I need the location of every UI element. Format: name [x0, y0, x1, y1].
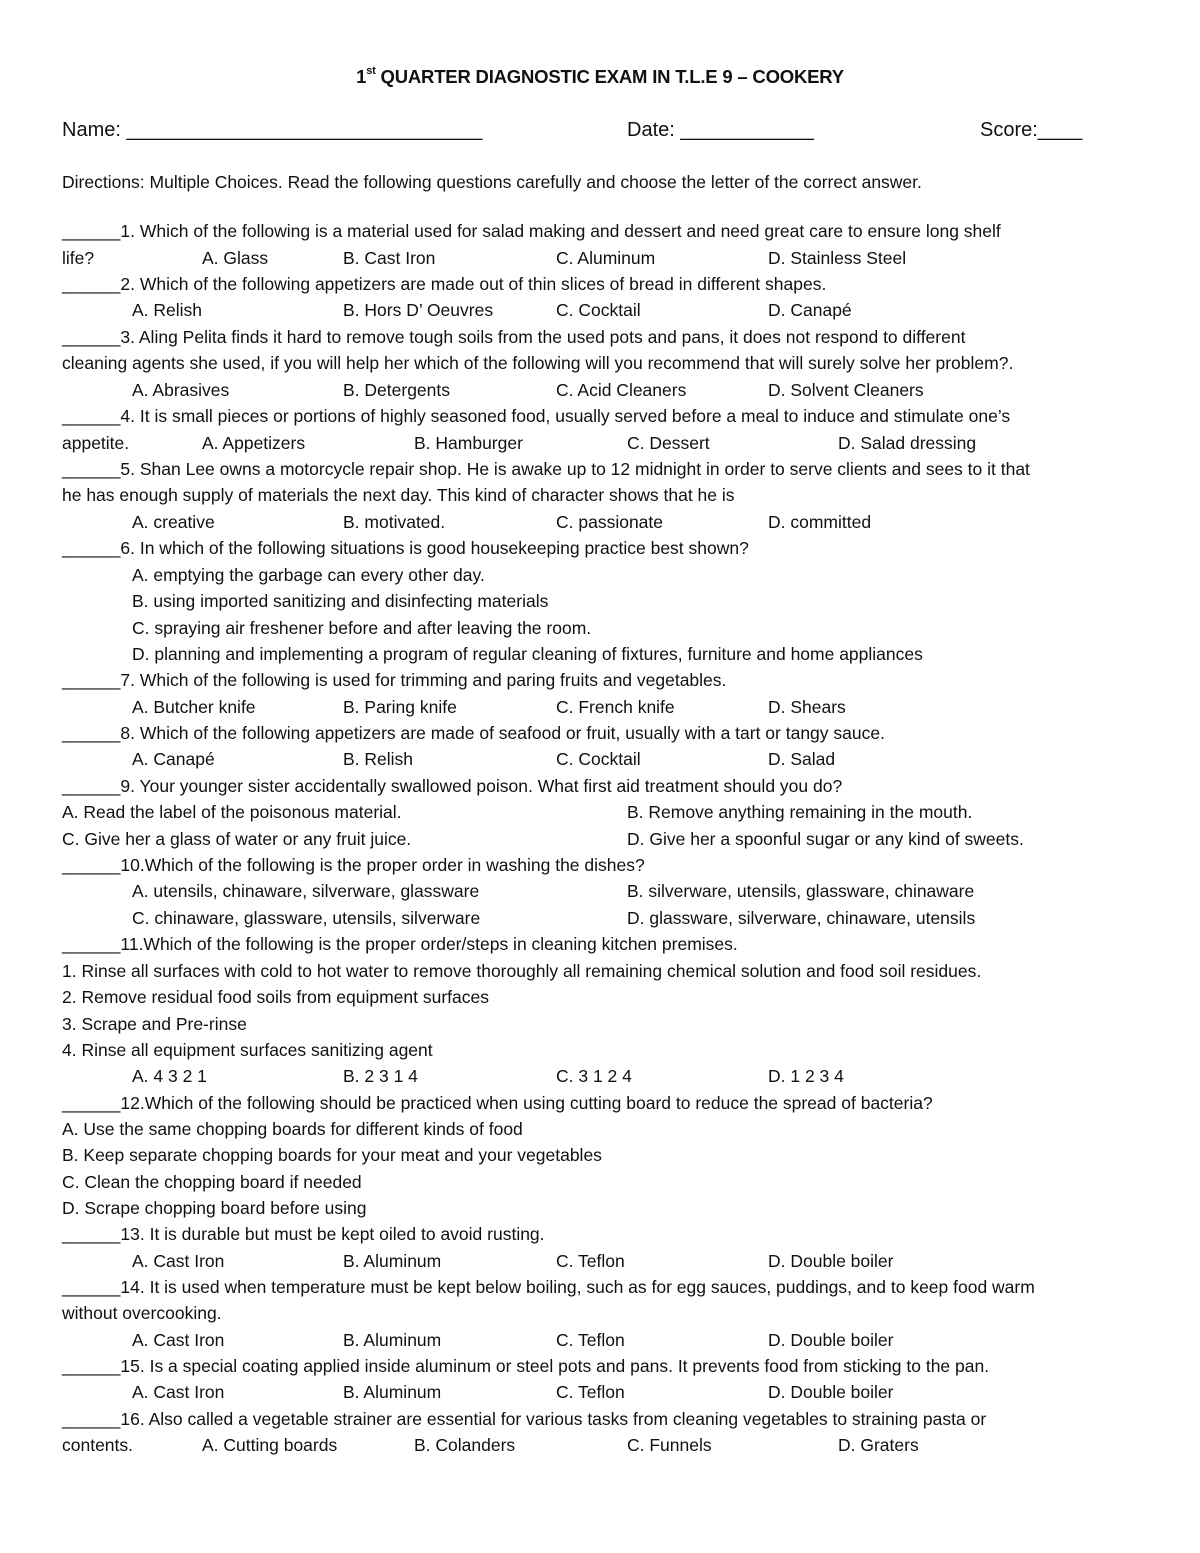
exam-line: ______9. Your younger sister accidentally swallowed poison. What first aid treatment should you do? — [62, 776, 843, 796]
exam-line: B. Relish — [343, 749, 414, 769]
exam-line: B. Aluminum — [343, 1330, 442, 1350]
exam-line: ______7. Which of the following is used for trimming and paring fruits and vegetables. — [62, 670, 727, 690]
exam-line: ______1. Which of the following is a material used for salad making and dessert and need great care to ensure long shelf — [62, 221, 1001, 241]
exam-line: life? — [62, 248, 95, 268]
exam-line: 1. Rinse all surfaces with cold to hot water to remove thoroughly all remaining chemical solution and food soil residues. — [62, 961, 982, 981]
exam-line: C. Aluminum — [556, 248, 656, 268]
exam-line: D. 1 2 3 4 — [768, 1066, 844, 1086]
exam-line: C. Cocktail — [556, 300, 641, 320]
exam-line: ______5. Shan Lee owns a motorcycle repair shop. He is awake up to 12 midnight in order to serve clients and sees to it that — [62, 459, 1030, 479]
exam-line: B. Aluminum — [343, 1382, 442, 1402]
exam-line: D. Canapé — [768, 300, 852, 320]
exam-line: appetite. — [62, 433, 130, 453]
exam-line: ______11.Which of the following is the proper order/steps in cleaning kitchen premises. — [62, 934, 738, 954]
exam-line: contents. — [62, 1435, 134, 1455]
exam-line: C. 3 1 2 4 — [556, 1066, 632, 1086]
exam-line: D. Stainless Steel — [768, 248, 907, 268]
exam-line: A. Butcher knife — [132, 697, 256, 717]
exam-line: A. utensils, chinaware, silverware, glassware — [132, 881, 480, 901]
exam-line: 2. Remove residual food soils from equipment surfaces — [62, 987, 490, 1007]
exam-line: B. motivated. — [343, 512, 446, 532]
exam-line: 4. Rinse all equipment surfaces sanitizing agent — [62, 1040, 433, 1060]
exam-line: C. Teflon — [556, 1382, 625, 1402]
exam-line: B. Hamburger — [414, 433, 523, 453]
exam-line: D. Solvent Cleaners — [768, 380, 924, 400]
name-field: Name: ________________________________ — [62, 119, 483, 141]
exam-line: D. Scrape chopping board before using — [62, 1198, 367, 1218]
exam-line: A. Cutting boards — [202, 1435, 338, 1455]
exam-line: D. Salad — [768, 749, 836, 769]
exam-line: C. passionate — [556, 512, 664, 532]
exam-line: ______3. Aling Pelita finds it hard to remove tough soils from the used pots and pans, it does not respond to different — [62, 327, 966, 347]
exam-line: C. French knife — [556, 697, 675, 717]
exam-line: A. Canapé — [132, 749, 215, 769]
exam-line: ______2. Which of the following appetizers are made out of thin slices of bread in different shapes. — [62, 274, 827, 294]
exam-line: without overcooking. — [62, 1303, 222, 1323]
exam-line: D. Double boiler — [768, 1330, 894, 1350]
exam-line: ______10.Which of the following is the proper order in washing the dishes? — [62, 855, 645, 875]
exam-line: C. Cocktail — [556, 749, 641, 769]
exam-line: ______16. Also called a vegetable strainer are essential for various tasks from cleaning vegetables to straining pasta or — [62, 1409, 987, 1429]
exam-line: A. creative — [132, 512, 215, 532]
exam-line: A. Read the label of the poisonous material. — [62, 802, 402, 822]
exam-line: C. Dessert — [627, 433, 710, 453]
exam-line: B. 2 3 1 4 — [343, 1066, 418, 1086]
exam-line: A. Abrasives — [132, 380, 230, 400]
exam-line: D. glassware, silverware, chinaware, utensils — [627, 908, 976, 928]
exam-line: D. Double boiler — [768, 1382, 894, 1402]
exam-line: A. Cast Iron — [132, 1330, 225, 1350]
exam-line: C. Teflon — [556, 1251, 625, 1271]
exam-line: D. Give her a spoonful sugar or any kind of sweets. — [627, 829, 1024, 849]
score-field: Score:____ — [980, 119, 1083, 141]
exam-line: ______15. Is a special coating applied inside aluminum or steel pots and pans. It prevents food from sticking to the pan. — [62, 1356, 990, 1376]
exam-line: A. Cast Iron — [132, 1382, 225, 1402]
title-text: QUARTER DIAGNOSTIC EXAM IN T.L.E 9 – COOKERY — [375, 66, 844, 87]
exam-line: C. Funnels — [627, 1435, 712, 1455]
exam-line: D. Graters — [838, 1435, 919, 1455]
exam-line: B. Aluminum — [343, 1251, 442, 1271]
exam-line: D. Shears — [768, 697, 846, 717]
exam-line: ______14. It is used when temperature must be kept below boiling, such as for egg sauces, puddings, and to keep food warm — [62, 1277, 1035, 1297]
exam-line: A. Cast Iron — [132, 1251, 225, 1271]
directions: Directions: Multiple Choices. Read the following questions carefully and choose the letter of the correct answer. — [62, 172, 922, 192]
exam-line: 3. Scrape and Pre-rinse — [62, 1014, 247, 1034]
exam-line: A. Use the same chopping boards for different kinds of food — [62, 1119, 523, 1139]
exam-line: ______12.Which of the following should be practiced when using cutting board to reduce the spread of bacteria? — [62, 1093, 933, 1113]
exam-line: he has enough supply of materials the next day. This kind of character shows that he is — [62, 485, 735, 505]
exam-line: A. emptying the garbage can every other day. — [132, 565, 485, 585]
exam-line: C. Acid Cleaners — [556, 380, 687, 400]
exam-line: B. Paring knife — [343, 697, 457, 717]
title-ordinal: st — [366, 64, 376, 77]
exam-line: ______6. In which of the following situations is good housekeeping practice best shown? — [62, 538, 749, 558]
exam-line: D. Salad dressing — [838, 433, 977, 453]
exam-line: C. Teflon — [556, 1330, 625, 1350]
exam-line: ______4. It is small pieces or portions of highly seasoned food, usually served before a meal to induce and stimulate one’s — [62, 406, 1011, 426]
exam-line: A. 4 3 2 1 — [132, 1066, 207, 1086]
exam-line: ______13. It is durable but must be kept oiled to avoid rusting. — [62, 1224, 545, 1244]
exam-line: cleaning agents she used, if you will help her which of the following will you recommend that will surely solve her problem?. — [62, 353, 1014, 373]
exam-line: ______8. Which of the following appetizers are made of seafood or fruit, usually with a tart or tangy sauce. — [62, 723, 885, 743]
exam-line: C. chinaware, glassware, utensils, silverware — [132, 908, 481, 928]
page-title — [0, 64, 1200, 90]
exam-line: B. Cast Iron — [343, 248, 436, 268]
exam-line: C. Give her a glass of water or any fruit juice. — [62, 829, 412, 849]
exam-line: B. Remove anything remaining in the mouth. — [627, 802, 973, 822]
exam-line: A. Relish — [132, 300, 203, 320]
exam-line: D. committed — [768, 512, 872, 532]
exam-line: B. using imported sanitizing and disinfecting materials — [132, 591, 549, 611]
exam-line: C. Clean the chopping board if needed — [62, 1172, 362, 1192]
exam-line: B. Detergents — [343, 380, 450, 400]
exam-line: D. planning and implementing a program of regular cleaning of fixtures, furniture and home appliances — [132, 644, 923, 664]
title-number: 1 — [356, 66, 367, 87]
exam-line: B. silverware, utensils, glassware, chinaware — [627, 881, 975, 901]
exam-line: D. Double boiler — [768, 1251, 894, 1271]
exam-line: C. spraying air freshener before and after leaving the room. — [132, 618, 592, 638]
exam-line: A. Glass — [202, 248, 269, 268]
exam-line: B. Hors D’ Oeuvres — [343, 300, 494, 320]
date-field: Date: ____________ — [627, 119, 814, 141]
exam-line: B. Keep separate chopping boards for your meat and your vegetables — [62, 1145, 602, 1165]
exam-line: A. Appetizers — [202, 433, 306, 453]
exam-line: B. Colanders — [414, 1435, 516, 1455]
